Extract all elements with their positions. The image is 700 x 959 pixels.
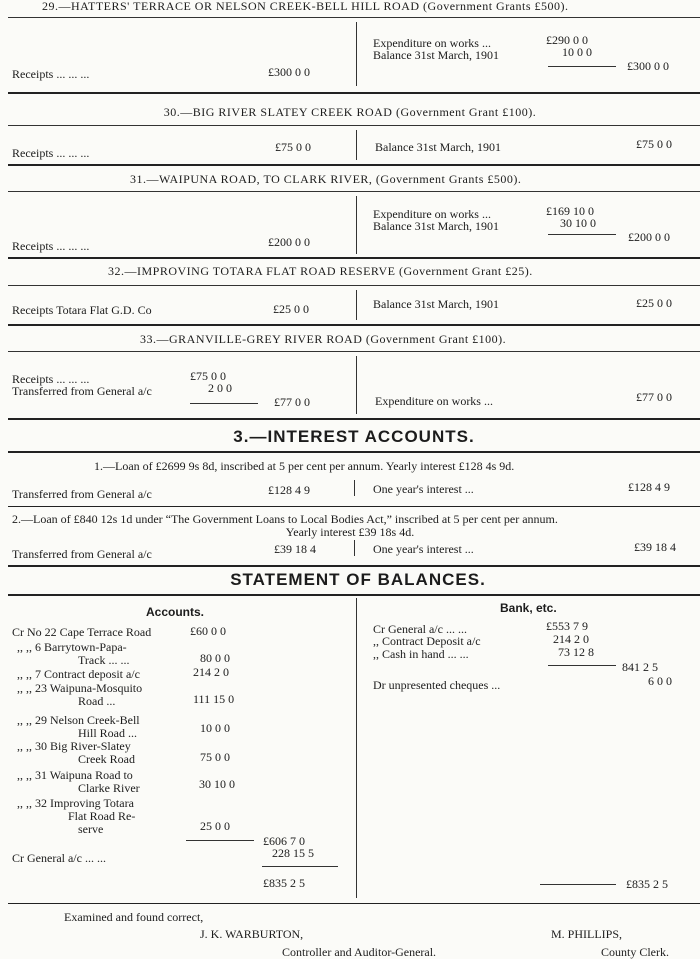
loan-2-transfer-label: Transferred from General a/c: [12, 547, 152, 561]
section-30-heading: 30.—BIG RIVER SLATEY CREEK ROAD (Government Grant £100).: [163, 105, 537, 119]
s31-expenditure-amount: £169 10 0: [546, 204, 594, 218]
section-rule: [8, 324, 700, 326]
divider: [8, 351, 700, 352]
bank-cr-general-label: Cr General a/c ... ...: [373, 622, 467, 636]
column-divider: [356, 196, 357, 254]
s30-receipts-amount: £75 0 0: [275, 140, 311, 154]
loan-2-interest-label: One year's interest ...: [373, 542, 474, 556]
s33-receipts-amount: £75 0 0: [190, 369, 226, 383]
bank-cash-in-hand-label: ,, Cash in hand ... ...: [373, 647, 469, 661]
account-cape-terrace-label: Cr No 22 Cape Terrace Road: [12, 625, 152, 639]
dr-unpresented-amount: 6 0 0: [648, 674, 672, 688]
bank-contract-deposit-amount: 214 2 0: [553, 632, 589, 646]
loan-1-description: 1.—Loan of £2699 9s 8d, inscribed at 5 per cent per annum. Yearly interest £128 4s 9d.: [94, 459, 515, 473]
account-waipuna-clarke-amount: 30 10 0: [199, 777, 235, 791]
section-29-heading: 29.—HATTERS' TERRACE OR NELSON CREEK-BELL HILL ROAD (Government Grants £500).: [42, 0, 569, 13]
bank-cr-general-amount: £553 7 9: [546, 619, 588, 633]
section-rule: [8, 92, 700, 94]
s30-balance-label: Balance 31st March, 1901: [375, 140, 501, 154]
loan-2-description: 2.—Loan of £840 12s 1d under “The Government Loans to Local Bodies Act,” inscribed at 5 per cent per annum.: [12, 512, 558, 526]
loan-2-yearly-interest: Yearly interest £39 18s 4d.: [285, 525, 415, 539]
s31-balance-label: Balance 31st March, 1901: [373, 219, 499, 233]
column-divider: [356, 22, 357, 86]
account-nelson-creek-label: ,, ,, 29 Nelson Creek-Bell: [17, 713, 140, 727]
column-divider: [356, 290, 357, 320]
s33-expenditure-label: Expenditure on works ...: [375, 394, 493, 408]
accounts-total: £835 2 5: [263, 876, 305, 890]
section-rule: [8, 903, 700, 904]
account-contract-deposit-label: ,, ,, 7 Contract deposit a/c: [17, 667, 140, 681]
s32-balance-amount: £25 0 0: [636, 296, 672, 310]
section-rule: [8, 257, 700, 259]
auditor-name: J. K. WARBURTON,: [200, 927, 304, 941]
sum-line: [540, 884, 616, 885]
column-divider: [354, 480, 355, 496]
s29-balance-amount: 10 0 0: [562, 45, 592, 59]
s29-expenditure-label: Expenditure on works ...: [373, 36, 491, 50]
loan-1-transfer-amount: £128 4 9: [268, 483, 310, 497]
s29-right-total: £300 0 0: [627, 59, 669, 73]
s31-balance-amount: 30 10 0: [560, 216, 596, 230]
clerk-name: M. PHILLIPS,: [551, 927, 623, 941]
account-barrytown-label-2: Track ... ...: [78, 653, 130, 667]
divider: [8, 17, 700, 18]
sum-line: [262, 866, 338, 867]
sum-line: [186, 840, 254, 841]
section-32-heading: 32.—IMPROVING TOTARA FLAT ROAD RESERVE (Government Grant £25).: [108, 264, 533, 278]
s29-expenditure-amount: £290 0 0: [546, 33, 588, 47]
column-divider: [356, 356, 357, 414]
s30-receipts-label: Receipts ... ... ...: [12, 146, 90, 160]
bank-contract-deposit-label: ,, Contract Deposit a/c: [373, 634, 481, 648]
account-cape-terrace-amount: £60 0 0: [190, 624, 226, 638]
account-big-river-label-2: Creek Road: [78, 752, 135, 766]
loan-1-transfer-label: Transferred from General a/c: [12, 487, 152, 501]
account-waipuna-mosquito-amount: 111 15 0: [193, 692, 235, 706]
loan-2-transfer-amount: £39 18 4: [274, 542, 316, 556]
sum-line: [190, 403, 258, 404]
bank-total: £835 2 5: [626, 877, 668, 891]
account-nelson-creek-label-2: Hill Road ...: [78, 726, 137, 740]
section-rule: [8, 164, 700, 166]
sum-line: [548, 665, 616, 666]
accounts-subtotal: £606 7 0: [263, 834, 305, 848]
s31-right-total: £200 0 0: [628, 230, 670, 244]
account-totara-amount: 25 0 0: [200, 819, 230, 833]
s29-balance-label: Balance 31st March, 1901: [373, 48, 499, 62]
s32-balance-label: Balance 31st March, 1901: [373, 297, 499, 311]
divider: [8, 285, 700, 286]
auditor-title: Controller and Auditor-General.: [282, 945, 437, 959]
clerk-title: County Clerk.: [601, 945, 669, 959]
accounts-header: Accounts.: [146, 605, 205, 619]
section-rule: [8, 565, 700, 567]
account-barrytown-label: ,, ,, 6 Barrytown-Papa-: [17, 640, 127, 654]
section-31-heading: 31.—WAIPUNA ROAD, TO CLARK RIVER, (Government Grants £500).: [130, 172, 522, 186]
bank-cash-in-hand-amount: 73 12 8: [558, 645, 594, 659]
loan-1-interest-amount: £128 4 9: [628, 480, 670, 494]
account-waipuna-clarke-label-2: Clarke River: [78, 781, 140, 795]
account-nelson-creek-amount: 10 0 0: [200, 721, 230, 735]
s29-receipts-amount: £300 0 0: [268, 65, 310, 79]
column-divider: [356, 598, 357, 898]
column-divider: [354, 540, 355, 556]
s33-receipts-label: Receipts ... ... ...: [12, 372, 90, 386]
s31-expenditure-label: Expenditure on works ...: [373, 207, 491, 221]
divider: [8, 191, 700, 192]
account-totara-label: ,, ,, 32 Improving Totara: [17, 796, 134, 810]
s31-receipts-label: Receipts ... ... ...: [12, 239, 90, 253]
bank-subtotal: 841 2 5: [622, 660, 658, 674]
section-33-heading: 33.—GRANVILLE-GREY RIVER ROAD (Government Grant £100).: [140, 332, 507, 346]
account-waipuna-mosquito-label: ,, ,, 23 Waipuna-Mosquito: [17, 681, 143, 695]
account-big-river-amount: 75 0 0: [200, 750, 230, 764]
bank-header: Bank, etc.: [500, 601, 557, 615]
s30-balance-amount: £75 0 0: [636, 137, 672, 151]
s31-receipts-amount: £200 0 0: [268, 235, 310, 249]
s32-receipts-amount: £25 0 0: [273, 302, 309, 316]
s33-transfer-label: Transferred from General a/c: [12, 384, 152, 398]
sum-line: [548, 66, 616, 67]
account-contract-deposit-amount: 214 2 0: [193, 665, 229, 679]
account-totara-label-2: Flat Road Re-: [68, 809, 136, 823]
loan-2-interest-amount: £39 18 4: [634, 540, 676, 554]
section-rule: [8, 451, 700, 453]
sum-line: [548, 234, 616, 235]
account-waipuna-clarke-label: ,, ,, 31 Waipuna Road to: [17, 768, 133, 782]
interest-accounts-title: 3.—INTEREST ACCOUNTS.: [233, 427, 475, 446]
s33-expenditure-amount: £77 0 0: [636, 390, 672, 404]
s29-receipts-label: Receipts ... ... ...: [12, 67, 90, 81]
column-divider: [356, 130, 357, 160]
account-barrytown-amount: 80 0 0: [200, 651, 230, 665]
s33-transfer-amount: 2 0 0: [208, 381, 232, 395]
section-rule: [8, 594, 700, 596]
dr-unpresented-label: Dr unpresented cheques ...: [373, 678, 501, 692]
account-waipuna-mosquito-label-2: Road ...: [78, 694, 116, 708]
s32-receipts-label: Receipts Totara Flat G.D. Co: [12, 303, 152, 317]
cr-general-label: Cr General a/c ... ...: [12, 851, 106, 865]
loan-1-interest-label: One year's interest ...: [373, 482, 474, 496]
s33-left-total: £77 0 0: [274, 395, 310, 409]
section-rule: [8, 418, 700, 420]
section-rule: [8, 506, 700, 507]
divider: [8, 125, 700, 126]
examined-text: Examined and found correct,: [64, 910, 204, 924]
account-big-river-label: ,, ,, 30 Big River-Slatey: [17, 739, 131, 753]
cr-general-amount: 228 15 5: [272, 846, 314, 860]
account-totara-label-3: serve: [78, 822, 104, 836]
statement-of-balances-title: STATEMENT OF BALANCES.: [230, 570, 486, 589]
